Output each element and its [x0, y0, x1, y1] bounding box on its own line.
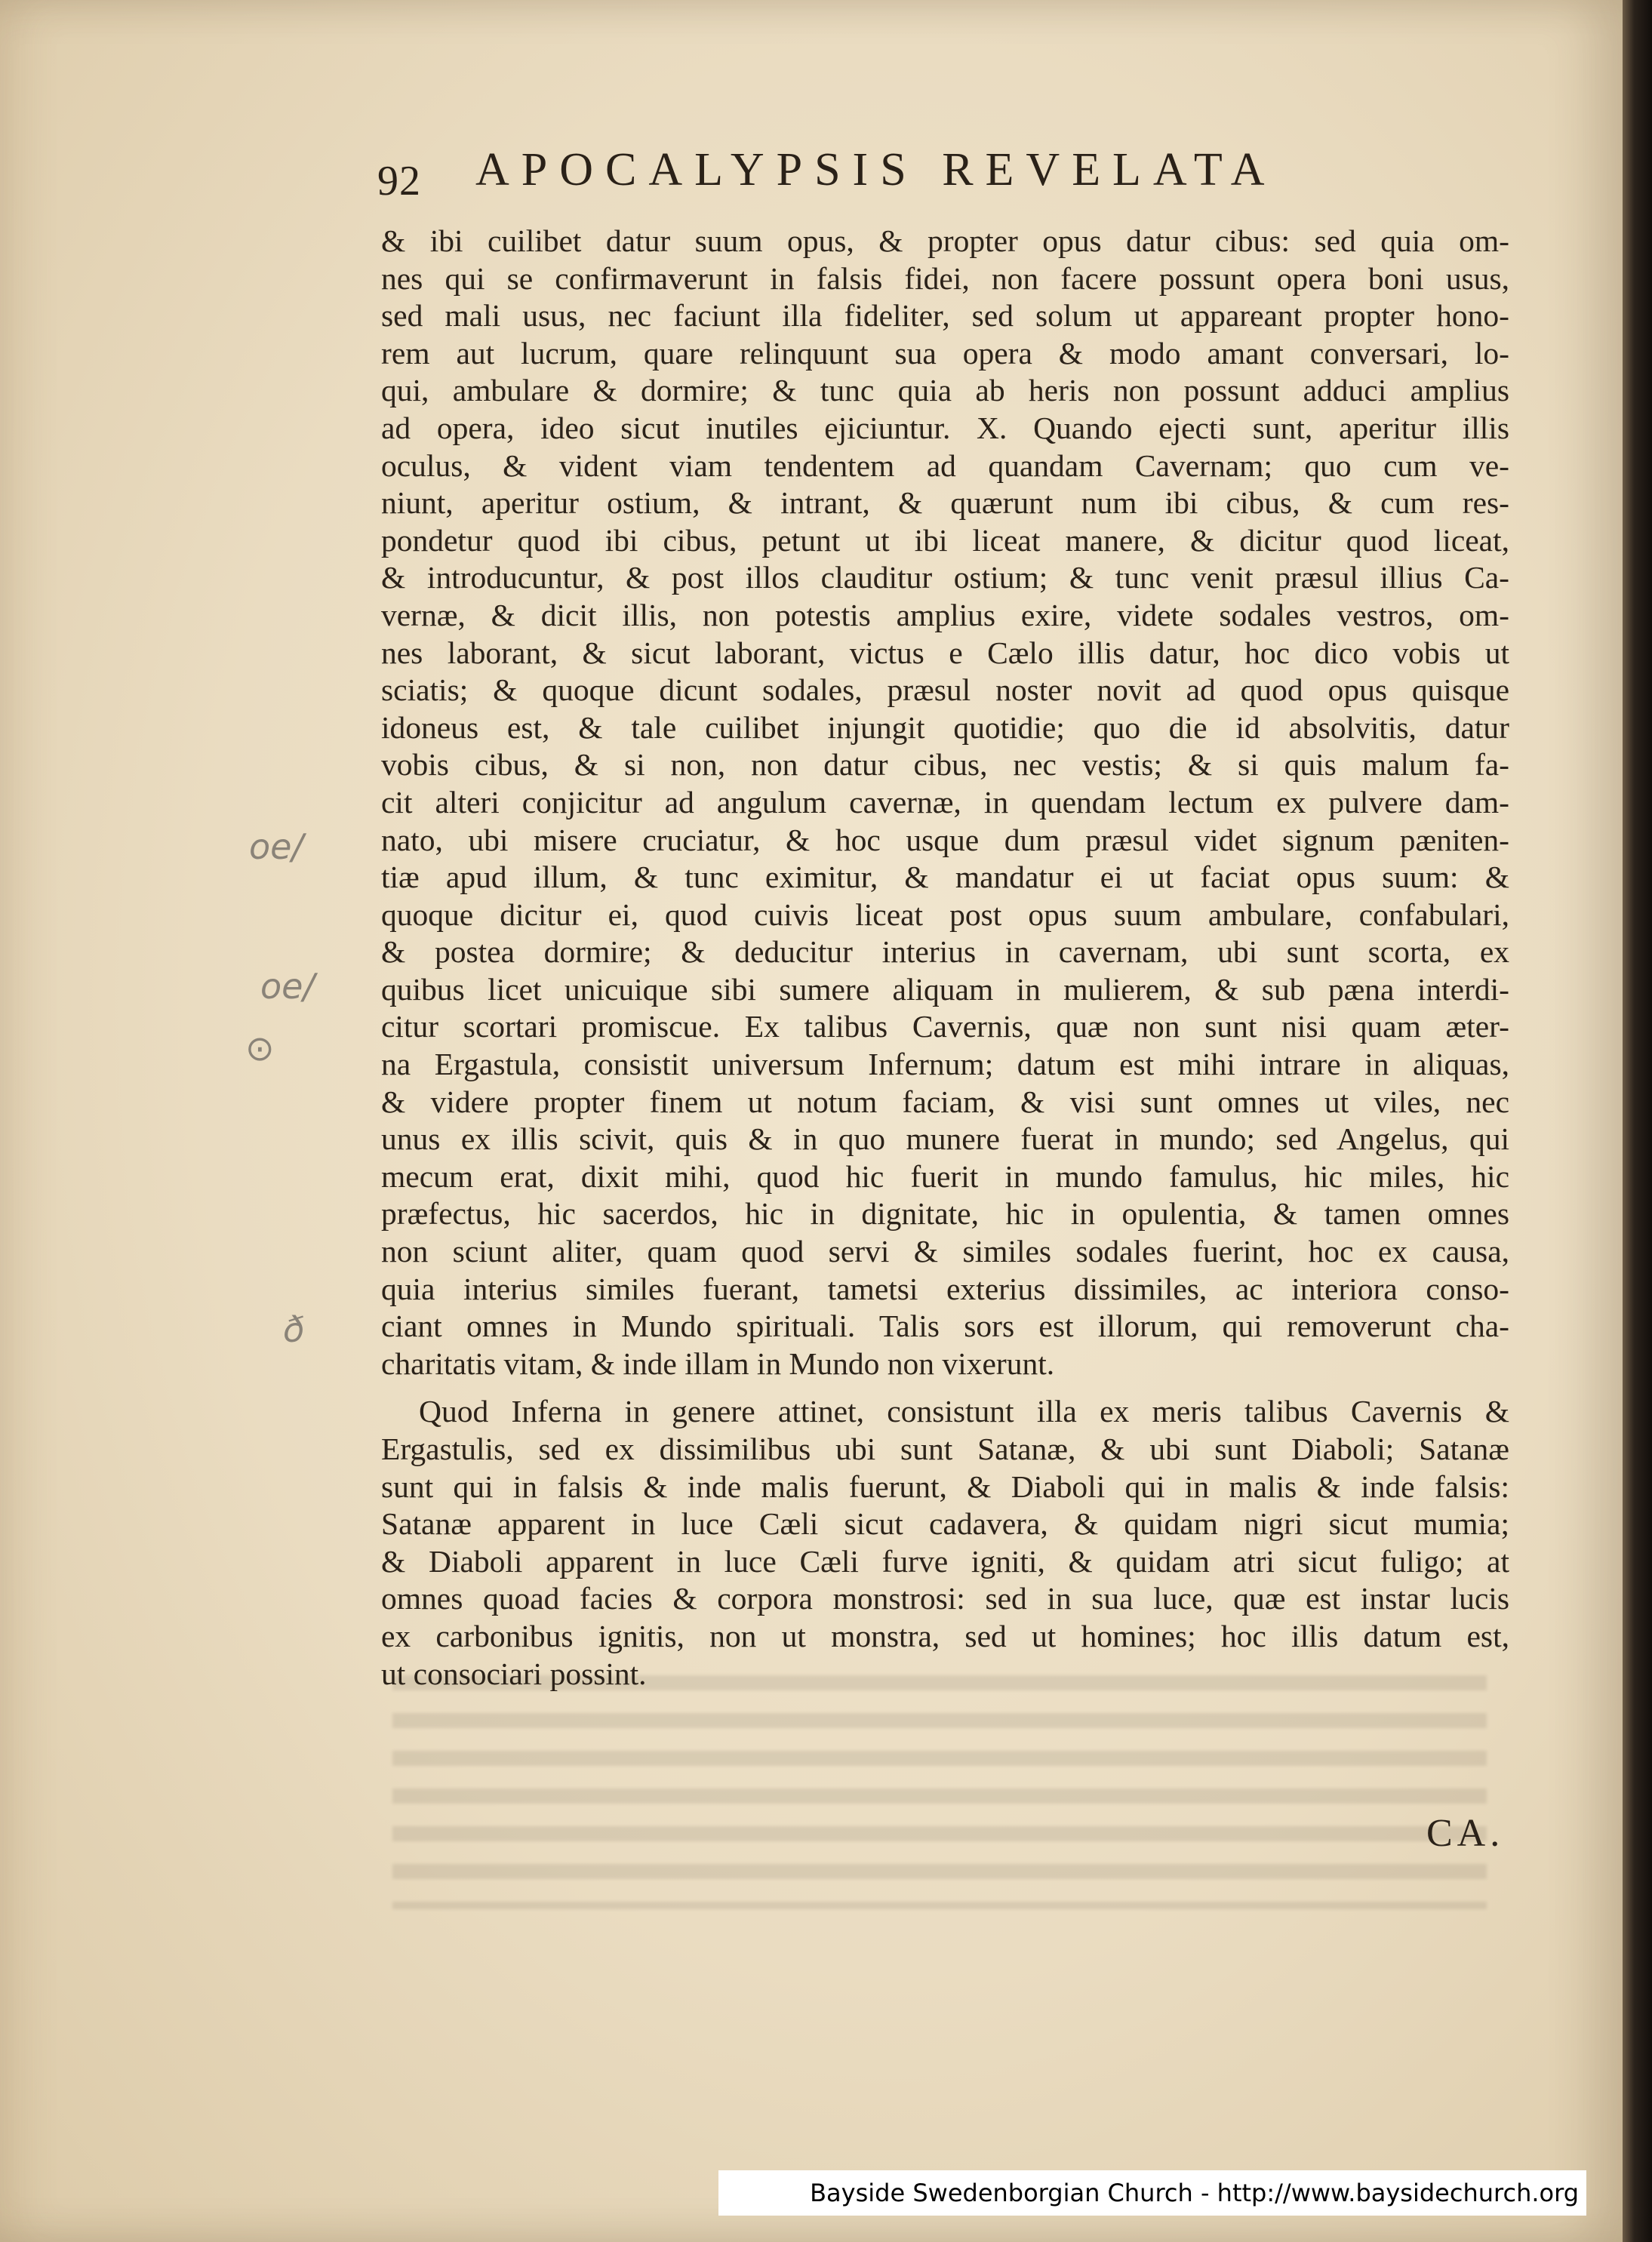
text-line: præfectus, hic sacerdos, hic in dignitate, hic in opulentia, & tamen omnes [381, 1196, 1509, 1232]
text-line: ex carbonibus ignitis, non ut monstra, sed ut homines; hoc illis datum est, [381, 1618, 1509, 1653]
text-line: unus ex illis scivit, quis & in quo munere fuerat in mundo; sed Angelus, qui [381, 1121, 1509, 1157]
watermark: Bayside Swedenborgian Church - http://www.baysidechurch.org [718, 2170, 1586, 2216]
margin-note: oe/ [260, 966, 315, 1007]
text-line: nato, ubi misere cruciatur, & hoc usque dum præsul videt signum pæniten- [381, 822, 1509, 857]
catchword: CA. [1426, 1812, 1505, 1855]
text-line: oculus, & vident viam tendentem ad quandam Cavernam; quo cum ve- [381, 447, 1509, 483]
text-line: citur scortari promiscue. Ex talibus Cavernis, quæ non sunt nisi quam æter- [381, 1009, 1509, 1044]
margin-note: ⊙ [245, 1028, 275, 1069]
paragraph-1 [381, 223, 1509, 1382]
text-line: qui, ambulare & dormire; & tunc quia ab heris non possunt adduci amplius [381, 373, 1509, 408]
text-line: ciant omnes in Mundo spirituali. Talis sors est illorum, qui removerunt cha- [381, 1309, 1509, 1344]
text-line: niunt, aperitur ostium, & intrant, & quærunt num ibi cibus, & cum res- [381, 485, 1509, 521]
show-through-text [392, 1660, 1487, 1909]
text-line: non sciunt aliter, quam quod servi & similes sodales fuerint, hoc ex causa, [381, 1234, 1509, 1269]
paragraph-2 [381, 1393, 1509, 1693]
text-line: vernæ, & dicit illis, non potestis amplius exire, videte sodales vestros, om- [381, 597, 1509, 632]
text-line: ut consociari possint. [381, 1656, 647, 1691]
running-head [377, 143, 1449, 211]
page-number: 92 [377, 158, 421, 205]
text-line: rem aut lucrum, quare relinquunt sua opera & modo amant conversari, lo- [381, 335, 1509, 371]
body-text [381, 223, 1509, 1693]
text-line: cit alteri conjicitur ad angulum cavernæ, in quendam lectum ex pulvere dam- [381, 784, 1509, 820]
text-line: Quod Inferna in genere attinet, consistunt illa ex meris talibus Cavernis & [419, 1394, 1509, 1429]
text-line: & Diaboli apparent in luce Cæli furve igniti, & quidam atri sicut fuligo; at [381, 1543, 1509, 1579]
text-line: sunt qui in falsis & inde malis fuerunt, & Diaboli qui in malis & inde falsis: [381, 1469, 1509, 1504]
text-line: quibus licet unicuique sibi sumere aliquam in mulierem, & sub pæna interdi- [381, 971, 1509, 1007]
text-line: quia interius similes fuerant, tametsi exterius dissimiles, ac interiora conso- [381, 1271, 1509, 1306]
text-line: tiæ apud illum, & tunc eximitur, & mandatur ei ut faciat opus suum: & [381, 860, 1509, 895]
text-line: sciatis; & quoque dicunt sodales, præsul noster novit ad quod opus quisque [381, 672, 1509, 708]
text-line: & videre propter finem ut notum faciam, & visi sunt omnes ut viles, nec [381, 1084, 1509, 1119]
margin-note: ð [283, 1309, 305, 1350]
text-line: & postea dormire; & deducitur interius in cavernam, ubi sunt scorta, ex [381, 934, 1509, 970]
running-title: APOCALYPSIS REVELATA [475, 144, 1277, 195]
text-line: mecum erat, dixit mihi, quod hic fuerit in mundo famulus, hic miles, hic [381, 1158, 1509, 1194]
book-edge [1623, 0, 1652, 2242]
text-line: ad opera, ideo sicut inutiles ejiciuntur. X. Quando ejecti sunt, aperitur illis [381, 410, 1509, 445]
text-line: & introducuntur, & post illos clauditur ostium; & tunc venit præsul illius Ca- [381, 560, 1509, 595]
text-line: pondetur quod ibi cibus, petunt ut ibi liceat manere, & dicitur quod liceat, [381, 522, 1509, 558]
text-line: & ibi cuilibet datur suum opus, & propter opus datur cibus: sed quia om- [381, 223, 1509, 258]
text-line: charitatis vitam, & inde illam in Mundo non vixerunt. [381, 1346, 1055, 1381]
margin-note: oe/ [249, 826, 303, 867]
text-line: vobis cibus, & si non, non datur cibus, nec vestis; & si quis malum fa- [381, 747, 1509, 783]
text-line: Satanæ apparent in luce Cæli sicut cadavera, & quidam nigri sicut mumia; [381, 1506, 1509, 1542]
text-line: nes laborant, & sicut laborant, victus e Cælo illis datur, hoc dico vobis ut [381, 635, 1509, 670]
text-line: na Ergastula, consistit universum Infernum; datum est mihi intrare in aliquas, [381, 1047, 1509, 1082]
text-line: Ergastulis, sed ex dissimilibus ubi sunt Satanæ, & ubi sunt Diaboli; Satanæ [381, 1432, 1509, 1466]
text-line: idoneus est, & tale cuilibet injungit quotidie; quo die id absolvitis, datur [381, 709, 1509, 745]
text-line: quoque dicitur ei, quod cuivis liceat post opus suum ambulare, confabulari, [381, 896, 1509, 932]
text-line: sed mali usus, nec faciunt illa fideliter, sed solum ut appareant propter hono- [381, 298, 1509, 334]
text-line: omnes quoad facies & corpora monstrosi: sed in sua luce, quæ est instar lucis [381, 1581, 1509, 1616]
text-line: nes qui se confirmaverunt in falsis fidei, non facere possunt opera boni usus, [381, 260, 1509, 296]
